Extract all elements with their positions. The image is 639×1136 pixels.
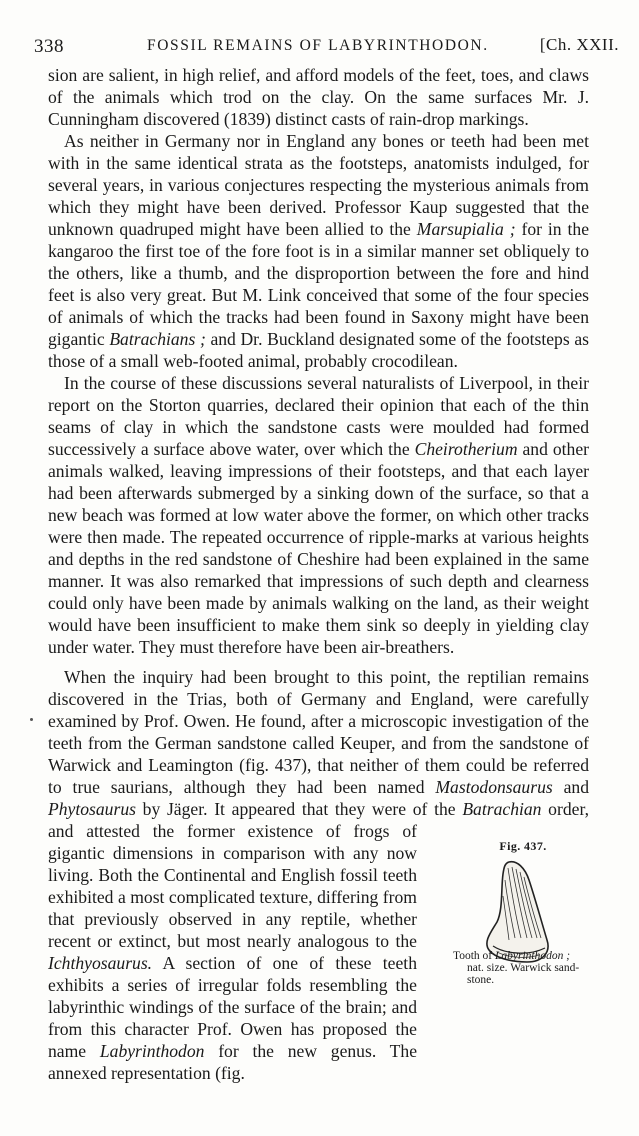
paragraph: As neither in Germany nor in England any bones or teeth had been met with in the same identical strata as the footsteps, anatomists indulged, for several years, in various conjectures respecting the mysterious animals from which they might have been derived. Professor Kaup suggested that the unknown quadruped might have been allied to the Marsupialia ; for in the kangaroo the first toe of the fore foot is in a similar manner set obliquely to the others, like a thumb, and the disproportion between the fore and hind feet is also very great. But M. Link conceived that some of the four species of animals of which the tracks had been found in Saxony might have been gigantic Batrachians ; and Dr. Buckland designated some of the footsteps as those of a small web-footed animal, probably crocodilean.	[48, 131, 590, 371]
italic-term: Labyrinthodon	[99, 1041, 205, 1061]
figure-label: Fig. 437.	[499, 839, 547, 853]
italic-term: Phytosaurus	[48, 799, 136, 819]
caption-line: Tooth of Labyrinthodon ;	[453, 950, 571, 962]
body-text	[48, 64, 589, 1084]
caption-line: stone.	[467, 974, 495, 986]
running-header	[34, 34, 619, 58]
margin-mark	[30, 718, 33, 721]
italic-term: Cheirotherium	[414, 439, 518, 459]
italic-term: Mastodonsaurus	[435, 777, 553, 797]
italic-term: Ichthyosaurus.	[48, 953, 153, 973]
paragraph: In the course of these discussions several naturalists of Liverpool, in their report on the Storton quarries, declared their opinion that each of the thin seams of clay in which the sandstone casts were moulded had formed successively a surface above water, over which the Cheirotherium and other animals walked, leaving impressions of their footsteps, and that each layer had been afterwards submerged by a sinking down of the surface, so that a new beach was formed at low water above the former, on which other tracks were then made. The repeated occurrence of ripple-marks at various heights and depths in the red sandstone of Cheshire had been explained in the same manner. It was also remarked that impressions of such depth and clearness could only have been made by animals walking on the land, as their weight would have been insufficient to make them sink so deeply in yielding clay under water. They must therefore have been air-breathers.	[48, 373, 589, 657]
paragraph: When the inquiry had been brought to this point, the reptilian remains discovered in the Trias, both of Germany and England, were carefully examined by Prof. Owen. He found, after a microscopic investigation of the teeth from the German sandstone called Keuper, and from the sandstone of Warwick and Leamington (fig. 437), that neither of them could be referred to true saurians, although they had been named Mastodonsaurus and Phytosaurus by Jäger. It appeared that they were of the Batrachian order, and attested Fig. 437. Tooth of Labyrinthodon ; nat. size. Warwick sand- stone. the former existence of frogs of gigantic dimensions in comparison with any now living. Both the Continental and English fossil teeth exhibited a most complicated texture, differing from that previously observed in any reptile, whether recent or extinct, but most nearly analogous to the Ichthyosaurus. A section of one of these teeth exhibits a series of irregular folds resembling the labyrinthic windings of the surface of the brain; and from this character Prof. Owen has proposed the name Labyrinthodon for the new genus. The annexed representation (fig.	[48, 666, 589, 1084]
italic-term: Batrachian	[462, 799, 542, 819]
paragraph: sion are salient, in high relief, and afford models of the feet, toes, and claws of the animals which trod on the clay. On the same surfaces Mr. J. Cunningham discovered (1839) distinct casts of rain-drop markings.	[48, 65, 589, 129]
italic-term: Marsupialia ;	[416, 219, 516, 239]
figure-437	[431, 830, 599, 1042]
running-title: FOSSIL REMAINS OF LABYRINTHODON.	[147, 37, 489, 54]
caption-line: nat. size. Warwick sand-	[467, 962, 580, 974]
chapter-marker: [Ch. XXII.	[539, 35, 619, 54]
figure-caption	[437, 950, 597, 986]
page-number: 338	[34, 36, 64, 57]
italic-term: Batrachians ;	[109, 329, 206, 349]
